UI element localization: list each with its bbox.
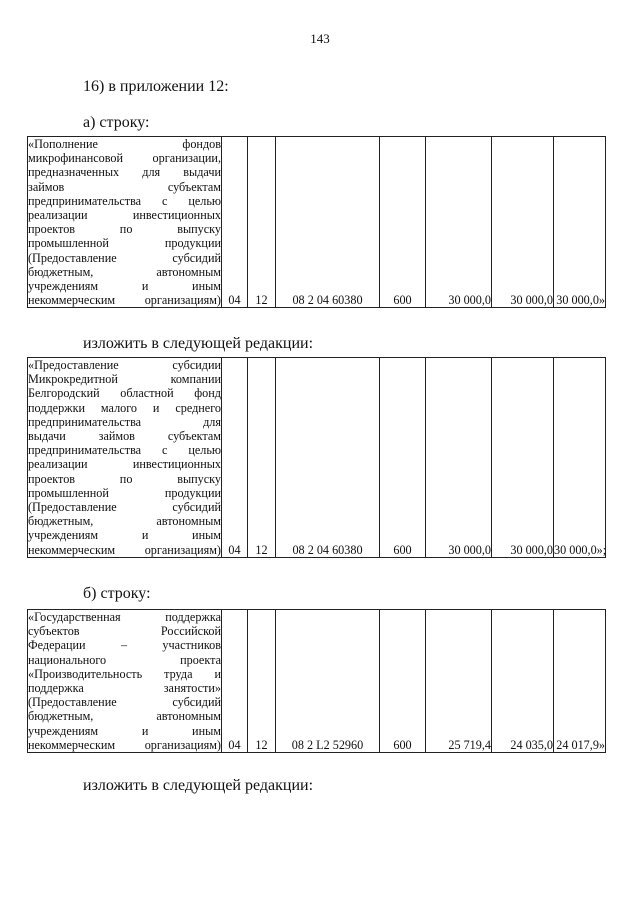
row-description: «Пополнение фондов микрофинансовой организации, предназначенных для выдачи займов субъектам предпринимательства с целью реализации инвестиционных проектов по выпуску промышленной продукции (Предоставление субсидий бюджетным, автономным учреждениям и иным некоммерческим организациям) <box>28 137 221 308</box>
section-label-new-edition-2: изложить в следующей редакции: <box>83 777 314 794</box>
subsection-code: 12 <box>248 610 276 753</box>
amount-year-2: 30 000,0 <box>492 137 554 308</box>
page-number: 143 <box>310 31 330 46</box>
expense-type-code: 600 <box>380 358 426 558</box>
table-row <box>28 137 606 308</box>
amount-year-1: 25 719,4 <box>426 610 492 753</box>
section-label-a: а) строку: <box>83 114 150 131</box>
budget-table-b <box>27 609 606 753</box>
expense-type-code: 600 <box>380 137 426 308</box>
target-article-code: 08 2 04 60380 <box>276 137 380 308</box>
section-code: 04 <box>222 137 248 308</box>
amount-year-1: 30 000,0 <box>426 358 492 558</box>
row-description: «Предоставление субсидии Микрокредитной компании Белгородский областной фонд поддержки малого и среднего предпринимательства для выдачи займов субъектам предпринимательства с целью реализации инвестиционных проектов по выпуску промышленной продукции (Предоставление субсидий бюджетным, автономным учреждениям и иным некоммерческим организациям) <box>28 358 221 557</box>
table-row <box>28 358 606 558</box>
amount-year-3: 24 017,9» <box>554 610 606 753</box>
target-article-code: 08 2 L2 52960 <box>276 610 380 753</box>
section-code: 04 <box>222 358 248 558</box>
section-code: 04 <box>222 610 248 753</box>
subsection-code: 12 <box>248 137 276 308</box>
amount-year-3: 30 000,0» <box>554 137 606 308</box>
amount-year-1: 30 000,0 <box>426 137 492 308</box>
budget-table-new-1 <box>27 357 606 558</box>
row-description: «Государственная поддержка субъектов Российской Федерации – участников национального проекта «Производительность труда и поддержка занятости» (Предоставление субсидий бюджетным, автономным учреждениям и иным некоммерческим организациям) <box>28 610 221 752</box>
amount-year-3: 30 000,0»; <box>554 358 606 558</box>
budget-table-a <box>27 136 606 308</box>
section-label-b: б) строку: <box>83 585 151 602</box>
expense-type-code: 600 <box>380 610 426 753</box>
amount-year-2: 24 035,0 <box>492 610 554 753</box>
target-article-code: 08 2 04 60380 <box>276 358 380 558</box>
amendment-heading: 16) в приложении 12: <box>83 78 229 95</box>
amount-year-2: 30 000,0 <box>492 358 554 558</box>
section-label-new-edition-1: изложить в следующей редакции: <box>83 335 314 352</box>
subsection-code: 12 <box>248 358 276 558</box>
table-row <box>28 610 606 753</box>
